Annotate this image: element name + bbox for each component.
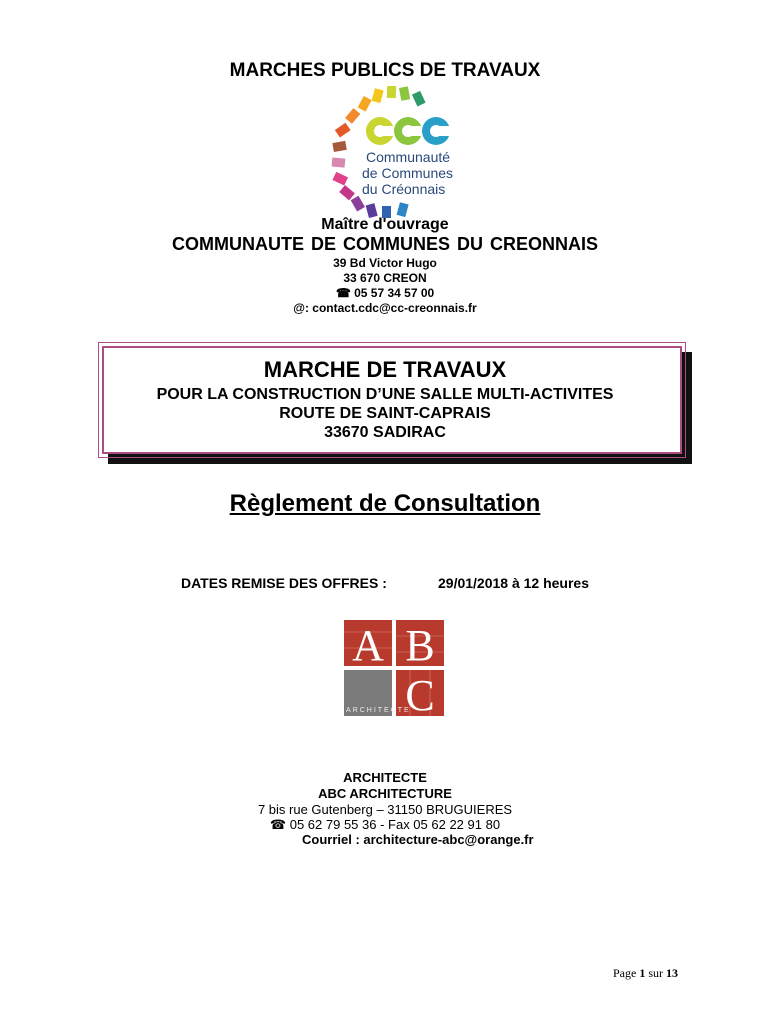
page-separator: sur [645, 966, 666, 980]
logo-letter-a: A [352, 621, 384, 670]
logo-side-text: ARCHITECTE [346, 707, 411, 714]
marche-line3: 33670 SADIRAC [324, 424, 446, 441]
maitre-ouvrage-name: COMMUNAUTE DE COMMUNES DU CREONNAIS [172, 234, 598, 254]
logo-text-line2: de Communes [362, 165, 454, 181]
page-current: 1 [639, 966, 646, 980]
page-total: 13 [666, 966, 678, 980]
dates-remise-label: DATES REMISE DES OFFRES : [181, 575, 387, 591]
reglement-title: Règlement de Consultation [229, 490, 541, 517]
architecte-email: Courriel : architecture-abc@orange.fr [302, 832, 534, 847]
logo-letter-c: C [405, 671, 435, 716]
architecte-address: 7 bis rue Gutenberg – 31150 BRUGUIERES [257, 802, 513, 817]
logo-letter-b: B [405, 621, 435, 670]
architecte-name: ABC ARCHITECTURE [318, 786, 452, 801]
page-prefix: Page [613, 966, 640, 980]
abc-architecture-logo [344, 620, 444, 716]
logo-text-line3: du Créonnais [362, 181, 446, 197]
logo-text-line1: Communauté [366, 149, 451, 165]
maitre-ouvrage-label: Maître d'ouvrage [321, 216, 449, 233]
document-header-title: MARCHES PUBLICS DE TRAVAUX [229, 60, 541, 81]
architecte-role: ARCHITECTE [343, 770, 427, 785]
dates-remise-value: 29/01/2018 à 12 heures [438, 575, 590, 591]
architecte-phone: ☎ 05 62 79 55 36 - Fax 05 62 22 91 80 [269, 817, 501, 832]
maitre-ouvrage-phone: ☎ 05 57 34 57 00 [335, 286, 435, 300]
page-number [613, 966, 678, 981]
marche-line1: POUR LA CONSTRUCTION D’UNE SALLE MULTI-ACTIVITES [156, 386, 614, 403]
logo-ccc-letters [366, 117, 452, 145]
marche-line2: ROUTE DE SAINT-CAPRAIS [279, 405, 491, 422]
maitre-ouvrage-email: @: contact.cdc@cc-creonnais.fr [293, 301, 477, 315]
communaute-communes-logo [330, 86, 458, 218]
maitre-ouvrage-address2: 33 670 CREON [343, 271, 427, 285]
marche-title: MARCHE DE TRAVAUX [263, 357, 507, 382]
maitre-ouvrage-address1: 39 Bd Victor Hugo [333, 256, 437, 270]
